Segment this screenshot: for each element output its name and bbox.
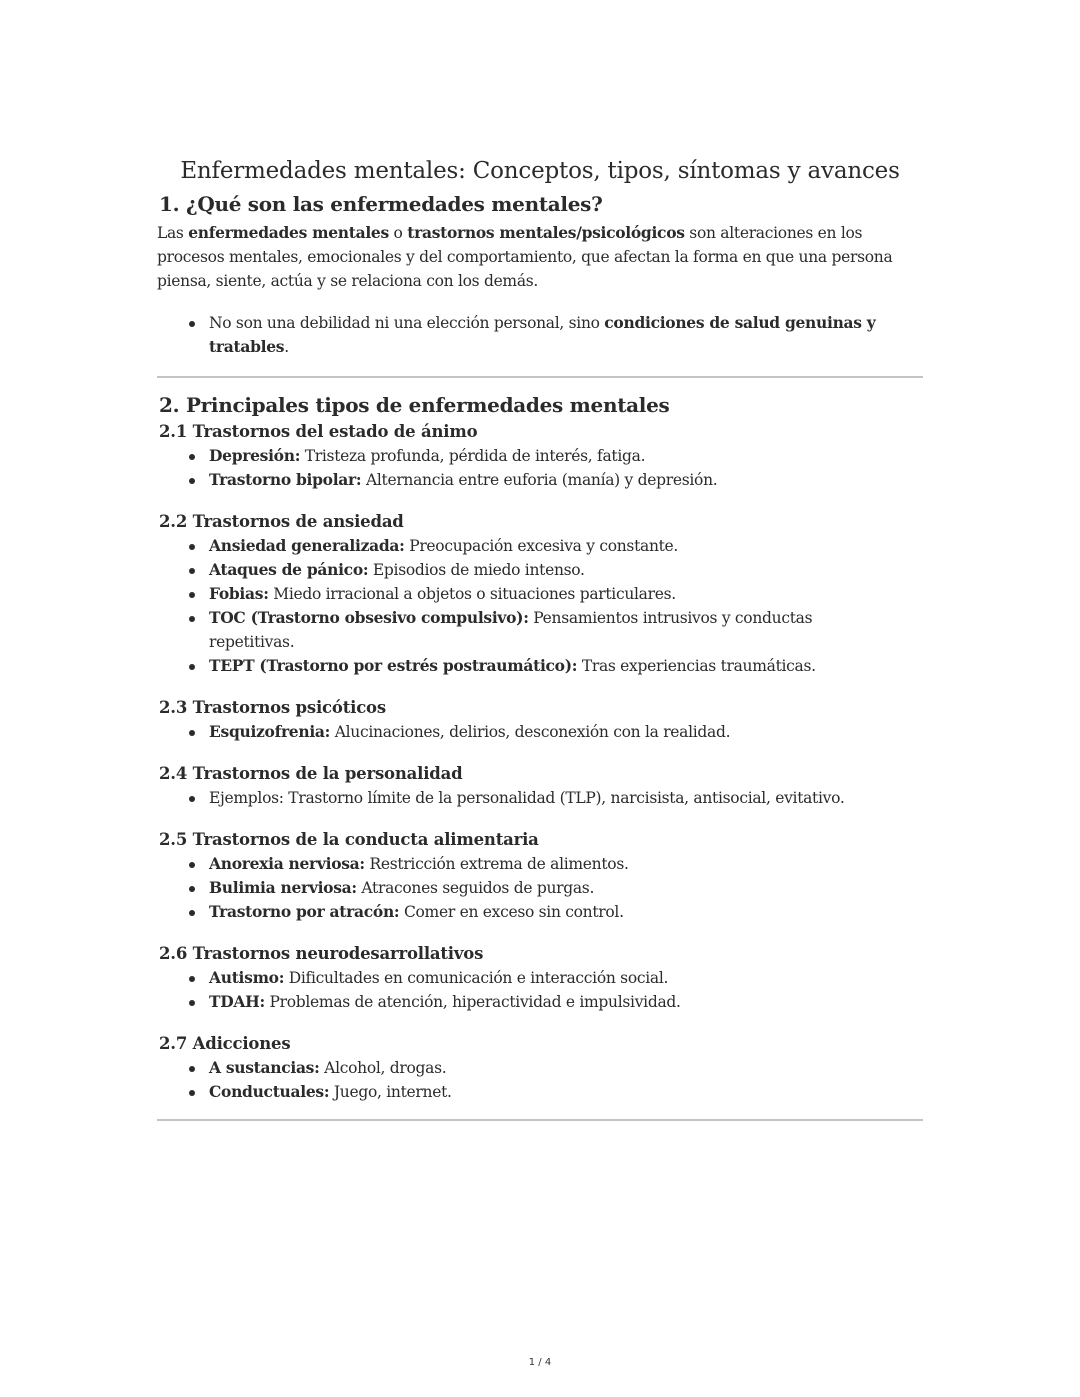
list-item-term: TDAH: — [209, 992, 265, 1011]
list-item — [209, 311, 919, 359]
list-item — [209, 534, 923, 558]
subsection-2-2-list — [157, 534, 923, 678]
subsection-2-5-heading: 2.5 Trastornos de la conducta alimentaria — [159, 830, 539, 849]
list-item — [209, 606, 923, 654]
list-item-text: Atracones seguidos de purgas. — [356, 879, 595, 897]
list-item — [209, 990, 923, 1014]
list-item-text: Episodios de miedo intenso. — [368, 561, 585, 579]
subsection-2-6-list — [157, 966, 923, 1014]
list-item-text: Dificultades en comunicación e interacción social. — [284, 969, 669, 987]
section-2-heading: 2. Principales tipos de enfermedades mentales — [159, 393, 670, 417]
list-item — [209, 558, 923, 582]
list-item-term: TEPT (Trastorno por estrés postraumático): — [209, 656, 578, 675]
list-item-term: Conductuales: — [209, 1082, 330, 1101]
intro-text: son alteraciones en los procesos mentales, emocionales y del comportamiento, que afectan la forma en que una persona piensa, siente, actúa y se relaciona con los demás. — [157, 224, 893, 290]
subsection-2-2-heading: 2.2 Trastornos de ansiedad — [159, 512, 404, 531]
document-title: Enfermedades mentales: Conceptos, tipos, síntomas y avances — [180, 158, 900, 184]
list-item-text: No son una debilidad ni una elección personal, sino — [209, 314, 605, 332]
subsection-2-3-list — [157, 720, 923, 744]
section-divider — [157, 1119, 923, 1121]
subsection-2-5-list — [157, 852, 923, 924]
list-item — [209, 786, 923, 810]
list-item-term: Trastorno por atracón: — [209, 902, 400, 921]
list-item — [209, 966, 923, 990]
list-item-term: A sustancias: — [209, 1058, 320, 1077]
list-item-term: Anorexia nerviosa: — [209, 854, 365, 873]
list-item-text: Ejemplos: Trastorno límite de la personalidad (TLP), narcisista, antisocial, evitativo. — [209, 789, 845, 807]
subsection-2-1-heading: 2.1 Trastornos del estado de ánimo — [159, 422, 478, 441]
intro-bold-term: enfermedades mentales — [188, 223, 389, 242]
list-item-term: Depresión: — [209, 446, 301, 465]
list-item — [209, 852, 923, 876]
list-item — [209, 720, 923, 744]
subsection-2-1-list — [157, 444, 923, 492]
list-item — [209, 1056, 923, 1080]
subsection-2-3-heading: 2.3 Trastornos psicóticos — [159, 698, 386, 717]
list-item-text: Problemas de atención, hiperactividad e impulsividad. — [264, 993, 681, 1011]
section-1-list — [157, 311, 923, 359]
document-page — [157, 158, 923, 1121]
list-item-term: Autismo: — [209, 968, 285, 987]
list-item — [209, 876, 923, 900]
list-item-text: Alucinaciones, delirios, desconexión con la realidad. — [330, 723, 731, 741]
list-item-term: Bulimia nerviosa: — [209, 878, 357, 897]
section-1-intro — [157, 221, 923, 293]
list-item-term: TOC (Trastorno obsesivo compulsivo): — [209, 608, 529, 627]
subsection-2-4-heading: 2.4 Trastornos de la personalidad — [159, 764, 463, 783]
subsection-2-4-list — [157, 786, 923, 810]
list-item-term: Ataques de pánico: — [209, 560, 369, 579]
list-item-term: Trastorno bipolar: — [209, 470, 362, 489]
list-item-text: Pensamientos intrusivos y conductas repetitivas. — [209, 609, 813, 651]
list-item — [209, 444, 923, 468]
subsection-2-7-heading: 2.7 Adicciones — [159, 1034, 291, 1053]
list-item-text: Tras experiencias traumáticas. — [577, 657, 816, 675]
subsection-2-7-list — [157, 1056, 923, 1104]
section-divider — [157, 376, 923, 378]
list-item-text: Comer en exceso sin control. — [399, 903, 624, 921]
list-item-text: Preocupación excesiva y constante. — [404, 537, 679, 555]
list-item-text: Restricción extrema de alimentos. — [364, 855, 629, 873]
subsection-2-6-heading: 2.6 Trastornos neurodesarrollativos — [159, 944, 484, 963]
list-item-term: Fobias: — [209, 584, 269, 603]
list-item-text: Alternancia entre euforia (manía) y depresión. — [361, 471, 718, 489]
list-item — [209, 1080, 923, 1104]
list-item — [209, 654, 923, 678]
list-item-bold: condiciones de salud genuinas y tratables — [209, 313, 876, 356]
intro-bold-term: trastornos mentales/psicológicos — [407, 223, 685, 242]
list-item-term: Ansiedad generalizada: — [209, 536, 405, 555]
section-1-heading: 1. ¿Qué son las enfermedades mentales? — [159, 192, 603, 216]
list-item-text: Juego, internet. — [329, 1083, 452, 1101]
intro-text: Las — [157, 224, 189, 242]
page-number: 1 / 4 — [528, 1357, 552, 1368]
list-item — [209, 900, 923, 924]
list-item-text: Tristeza profunda, pérdida de interés, fatiga. — [300, 447, 646, 465]
list-item-term: Esquizofrenia: — [209, 722, 331, 741]
list-item-text: . — [284, 338, 289, 356]
list-item-text: Miedo irracional a objetos o situaciones particulares. — [268, 585, 676, 603]
list-item-text: Alcohol, drogas. — [319, 1059, 447, 1077]
list-item — [209, 468, 923, 492]
list-item — [209, 582, 923, 606]
intro-text: o — [388, 224, 408, 242]
